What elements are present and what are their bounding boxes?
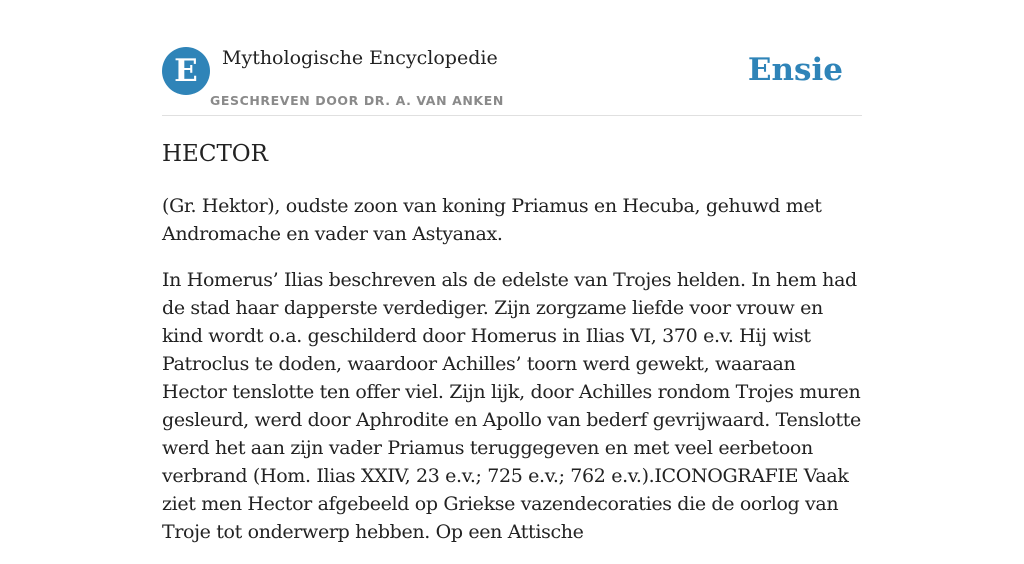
article-paragraph: In Homerus’ Ilias beschreven als de edelste van Trojes helden. In hem had de stad haar dapperste verdediger. Zijn zorgzame liefde voor vrouw en kind wordt o.a. geschilderd door Homerus in Ilias VI, 370 e.v. Hij wist Patroclus te doden, waardoor Achilles’ toorn werd gewekt, waaraan Hector tenslotte ten offer viel. Zijn lijk, door Achilles rondom Trojes muren gesleurd, werd door Aphrodite en Apollo van bederf gevrijwaard. Tenslotte werd het aan zijn vader Priamus teruggegeven en met veel eerbetoon verbrand (Hom. Ilias XXIV, 23 e.v.; 725 e.v.; 762 e.v.).ICONOGRAFIE Vaak ziet men Hector afgebeeld op Griekse vazendecoraties die de oorlog van Troje tot onderwerp hebben. Op een Attische xyxy=(162,269,861,543)
encyclopedia-logo[interactable]: E xyxy=(162,47,210,95)
header-divider xyxy=(162,115,862,116)
article xyxy=(162,138,862,564)
site-header xyxy=(162,46,862,116)
article-title: HECTOR xyxy=(162,141,268,167)
author-byline: GESCHREVEN DOOR DR. A. VAN ANKEN xyxy=(210,93,504,108)
brand-logo[interactable]: Ensie xyxy=(747,52,843,88)
article-paragraph: (Gr. Hektor), oudste zoon van koning Priamus en Hecuba, gehuwd met Andromache en vader van Astyanax. xyxy=(162,195,822,245)
encyclopedia-title[interactable]: Mythologische Encyclopedie xyxy=(222,47,498,69)
